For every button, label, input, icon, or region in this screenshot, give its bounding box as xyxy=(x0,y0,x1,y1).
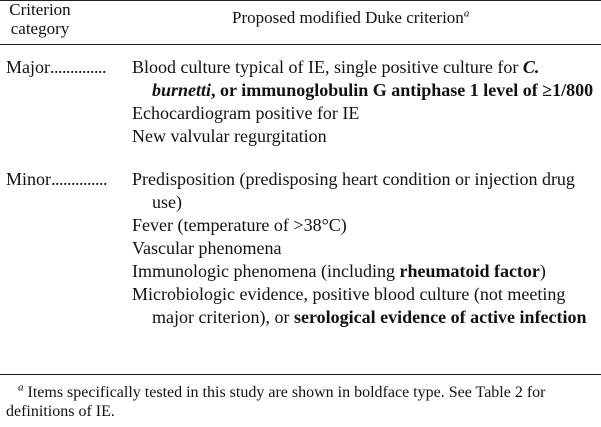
top-rule xyxy=(0,0,601,1)
footnote-mark: a xyxy=(18,381,24,394)
bottom-rule xyxy=(0,374,601,375)
criterion-item: Fever (temperature of >38°C) xyxy=(132,215,347,235)
criterion-text-bold-italic: C. burnetti xyxy=(152,57,540,100)
header-category-line1: Criterion xyxy=(9,0,71,19)
criterion-text-bold: rheumatoid factor xyxy=(399,261,540,281)
footnote-text: Items specifically tested in this study are shown in boldface type. See Table 2 for definitions of IE. xyxy=(6,384,546,420)
criterion-item xyxy=(132,56,601,102)
major-category-name: Major xyxy=(6,57,50,77)
criterion-item xyxy=(132,283,601,329)
criterion-text-bold: serological evidence of active infection xyxy=(293,307,587,327)
header-criterion-title: Proposed modified Duke criterion xyxy=(232,8,464,27)
criterion-item: Vascular phenomena xyxy=(132,238,282,258)
header-proposed-criterion xyxy=(232,8,469,28)
minor-category-name: Minor xyxy=(6,169,51,189)
criterion-text: ) xyxy=(539,261,546,281)
minor-criteria-list xyxy=(132,168,601,329)
header-rule xyxy=(0,44,601,45)
header-criterion-category xyxy=(0,0,80,38)
major-criteria-list xyxy=(132,56,601,148)
criterion-item xyxy=(132,260,601,283)
major-category-label xyxy=(6,56,106,79)
criterion-item: New valvular regurgitation xyxy=(132,126,327,146)
criterion-item: Echocardiogram positive for IE xyxy=(132,103,360,123)
leader-dots: .............. xyxy=(51,169,107,189)
header-category-line2: category xyxy=(10,19,70,38)
header-footnote-mark: a xyxy=(463,7,470,20)
criterion-text-bold: , or immunoglobulin G antiphase 1 level of ≥1/800 xyxy=(211,80,594,100)
leader-dots: .............. xyxy=(50,57,106,77)
criterion-text: Blood culture typical of IE, single positive culture for xyxy=(132,57,523,77)
criterion-text: Immunologic phenomena (including xyxy=(132,261,400,281)
table-footnote xyxy=(6,383,596,421)
criterion-text: Microbiologic evidence, positive blood culture (not meeting major criterion), or xyxy=(132,284,566,327)
minor-category-label xyxy=(6,168,107,191)
criterion-item: Predisposition (predisposing heart condition or injection drug use) xyxy=(132,169,575,212)
